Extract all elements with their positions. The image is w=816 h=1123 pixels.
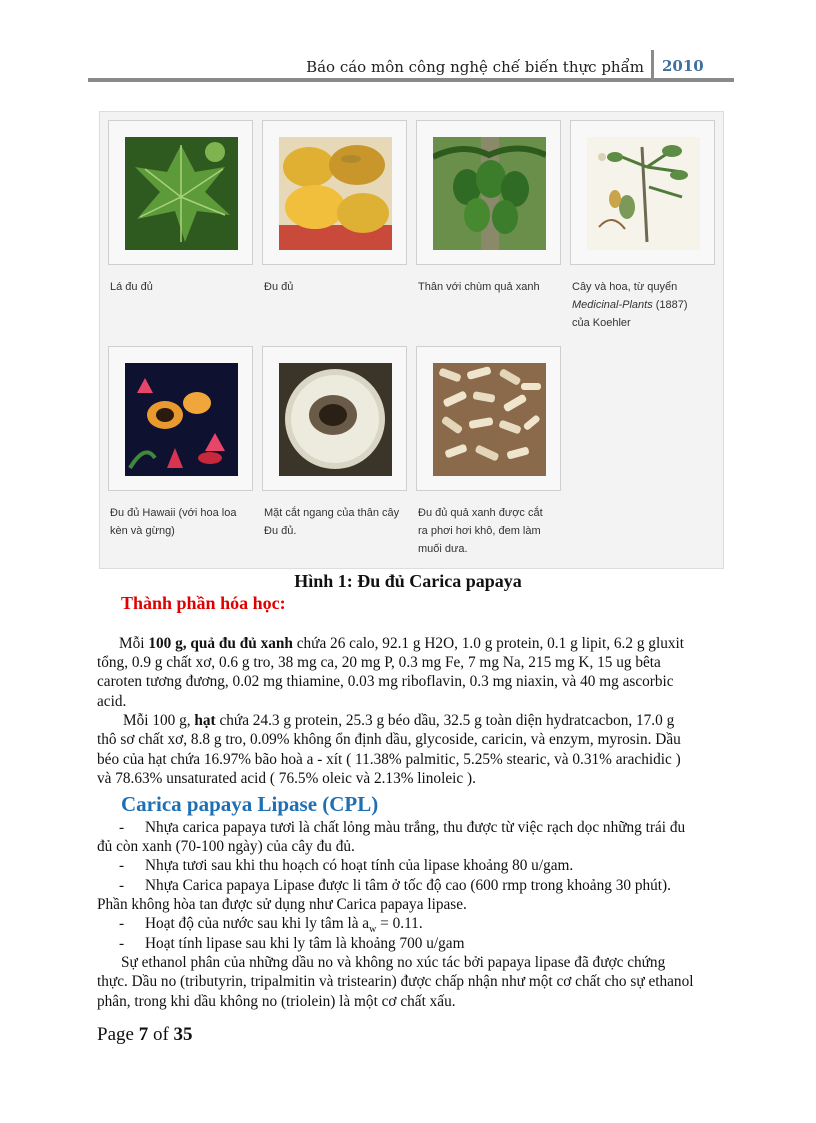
- papaya-trunk-green-fruits-image: [433, 137, 546, 250]
- thumb-frame[interactable]: [108, 346, 253, 491]
- page-footer: Page 7 of 35: [97, 1024, 193, 1045]
- header-year: 2010: [662, 57, 704, 75]
- thumb-frame[interactable]: [570, 120, 715, 265]
- paragraph-line: béo của hạt chứa 16.97% bão hoà a - xít ( 11.38% palmitic, 5.25% stearic, và 0.31% arachidic ): [97, 751, 681, 768]
- gallery-caption: Cây và hoa, từ quyển Medicinal-Plants (1887) của Koehler: [572, 281, 688, 329]
- image-gallery: [99, 111, 724, 569]
- thumb-frame[interactable]: [108, 120, 253, 265]
- section-title-cpl: Carica papaya Lipase (CPL): [121, 792, 379, 816]
- paragraph-line: và 78.63% unsaturated acid ( 76.5% oleic và 2.13% linoleic ).: [97, 770, 476, 787]
- gallery-caption: Đu đủ quả xanh được cắt ra phơi hơi khô, đem làm muối dưa.: [418, 507, 543, 555]
- dried-green-papaya-image: [433, 363, 546, 476]
- header-rule: [88, 78, 734, 82]
- thumb-frame[interactable]: [416, 120, 561, 265]
- header-title: Báo cáo môn công nghệ chế biến thực phẩm: [306, 58, 644, 76]
- trunk-cross-section-image: [279, 363, 392, 476]
- paragraph-line: tổng, 0.9 g chất xơ, 0.6 g tro, 38 mg ca, 20 mg P, 0.3 mg Fe, 7 mg Na, 215 mg K, 15 ug bêta: [97, 654, 661, 671]
- gallery-caption: Lá đu đủ: [110, 281, 153, 293]
- gallery-caption: Đu đủ Hawaii (với hoa loa kèn và gừng): [110, 507, 237, 537]
- thumb-frame[interactable]: [262, 346, 407, 491]
- gallery-caption: Đu đủ: [264, 281, 294, 293]
- list-item-continuation: đủ còn xanh (70-100 ngày) của cây đu đủ.: [97, 838, 355, 855]
- page-total: 35: [173, 1024, 193, 1045]
- paragraph-line: Sự ethanol phân của những dầu no và không no xúc tác bởi papaya lipase đã được chứng: [121, 954, 666, 971]
- paragraph-line: phân, trong khi dầu không no (triolein) là một cơ chất xấu.: [97, 993, 456, 1010]
- thumb-frame[interactable]: [262, 120, 407, 265]
- thumb-frame[interactable]: [416, 346, 561, 491]
- list-item-continuation: Phần không hòa tan được sử dụng như Carica papaya lipase.: [97, 896, 467, 913]
- header-separator: [651, 50, 654, 80]
- gallery-caption: Thân với chùm quả xanh: [418, 281, 540, 293]
- paragraph-line: Mỗi 100 g, quả đu đủ xanh chứa 26 calo, 92.1 g H2O, 1.0 g protein, 0.1 g lipit, 6.2 g gluxit: [119, 635, 684, 652]
- papaya-leaf-image: [125, 137, 238, 250]
- paragraph-line: caroten tương đương, 0.02 mg thiamine, 0.03 mg riboflavin, 0.3 mg niaxin, và 40 mg ascorbic: [97, 673, 674, 690]
- figure-caption: Hình 1: Đu đủ Carica papaya: [294, 571, 522, 591]
- papaya-fruits-image: [279, 137, 392, 250]
- paragraph-line: Mỗi 100 g, hạt chứa 24.3 g protein, 25.3 g béo dầu, 32.5 g toàn diện hydratcacbon, 17.0 g: [123, 712, 675, 729]
- paragraph-line: thực. Dầu no (tributyrin, tripalmitin và tristearin) được chấp nhận như một cơ chất cho sự ethanol: [97, 973, 694, 990]
- paragraph-line: thô sơ chất xơ, 8.8 g tro, 0.09% không ổn định dầu, glycoside, caricin, và enzym, myrosin. Dầu: [97, 731, 681, 748]
- paragraph-line: acid.: [97, 693, 127, 710]
- page-header: [88, 48, 734, 82]
- section-title-chemical: Thành phần hóa học:: [121, 593, 286, 613]
- hawaii-papaya-lily-image: [125, 363, 238, 476]
- page-number: 7: [138, 1024, 149, 1045]
- botanical-illustration-image: [587, 137, 700, 250]
- gallery-caption: Mặt cắt ngang của thân cây Đu đủ.: [264, 507, 400, 537]
